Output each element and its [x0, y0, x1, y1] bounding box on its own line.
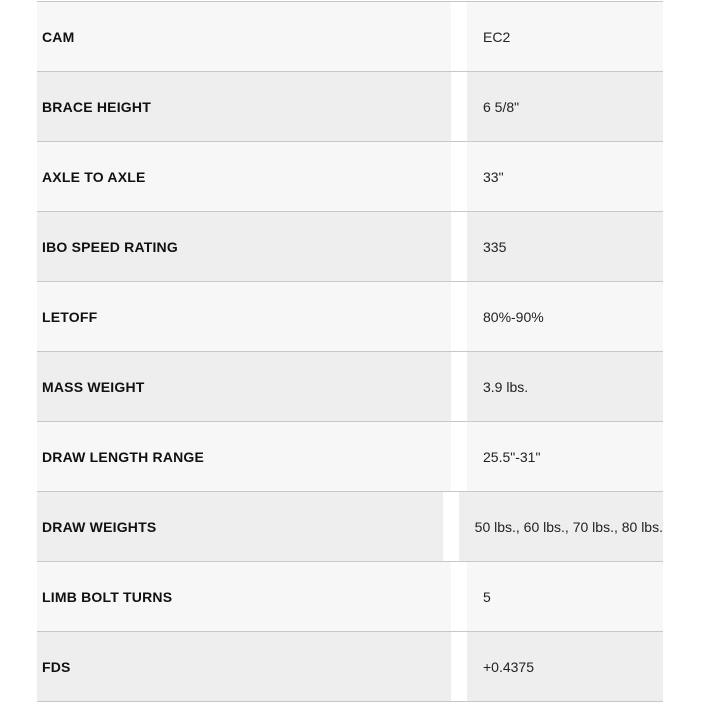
- spec-label: LIMB BOLT TURNS: [37, 562, 451, 631]
- spec-row-mass-weight: [37, 352, 663, 422]
- spec-row-axle-to-axle: [37, 142, 663, 212]
- spec-value: 3.9 lbs.: [467, 352, 663, 421]
- spec-row-limb-bolt-turns: [37, 562, 663, 632]
- spec-value: 5: [467, 562, 663, 631]
- spec-value: 25.5"-31": [467, 422, 663, 491]
- spec-value: +0.4375: [467, 632, 663, 701]
- spec-table: [37, 1, 663, 702]
- spec-row-brace-height: [37, 72, 663, 142]
- column-gap: [451, 352, 467, 421]
- spec-value: 6 5/8": [467, 72, 663, 141]
- spec-label: BRACE HEIGHT: [37, 72, 451, 141]
- column-gap: [451, 72, 467, 141]
- spec-row-draw-length-range: [37, 422, 663, 492]
- spec-row-fds: [37, 632, 663, 702]
- column-gap: [451, 422, 467, 491]
- column-gap: [451, 2, 467, 71]
- column-gap: [443, 492, 459, 561]
- spec-label: DRAW LENGTH RANGE: [37, 422, 451, 491]
- spec-value: 80%-90%: [467, 282, 663, 351]
- spec-label: CAM: [37, 2, 451, 71]
- spec-label: IBO SPEED RATING: [37, 212, 451, 281]
- spec-row-cam: [37, 1, 663, 72]
- spec-label: FDS: [37, 632, 451, 701]
- column-gap: [451, 212, 467, 281]
- column-gap: [451, 282, 467, 351]
- spec-row-ibo-speed-rating: [37, 212, 663, 282]
- spec-value: EC2: [467, 2, 663, 71]
- spec-value: 335: [467, 212, 663, 281]
- column-gap: [451, 142, 467, 211]
- spec-value: 50 lbs., 60 lbs., 70 lbs., 80 lbs.: [459, 492, 663, 561]
- spec-label: AXLE TO AXLE: [37, 142, 451, 211]
- column-gap: [451, 632, 467, 701]
- spec-row-letoff: [37, 282, 663, 352]
- spec-label: MASS WEIGHT: [37, 352, 451, 421]
- spec-label: LETOFF: [37, 282, 451, 351]
- spec-value: 33": [467, 142, 663, 211]
- column-gap: [451, 562, 467, 631]
- spec-label: DRAW WEIGHTS: [37, 492, 443, 561]
- spec-row-draw-weights: [37, 492, 663, 562]
